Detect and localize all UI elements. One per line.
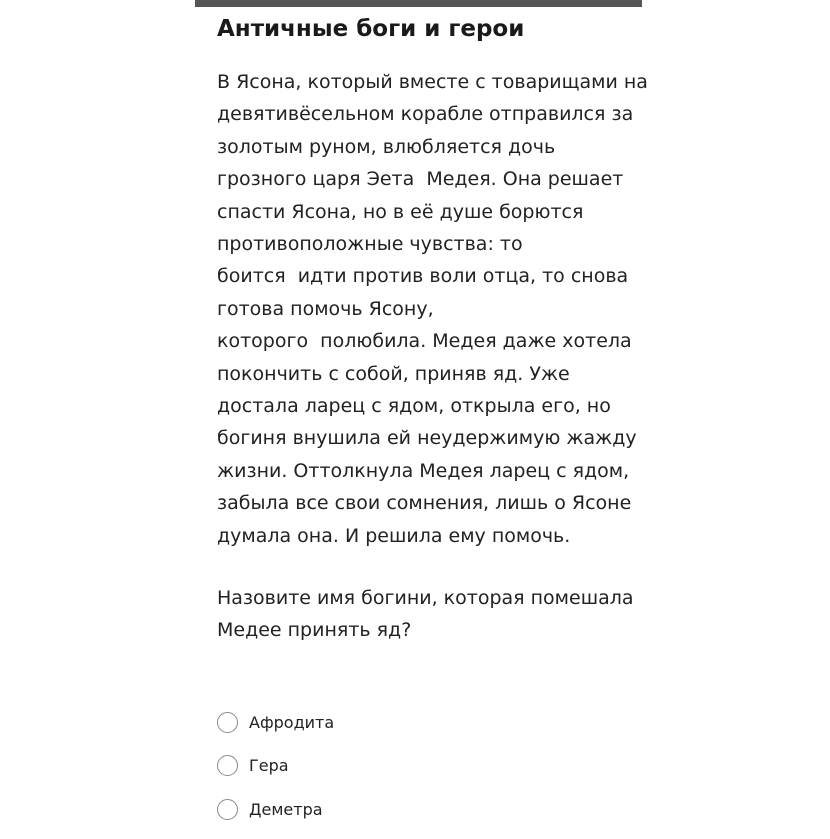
radio-button[interactable] [217, 712, 238, 733]
story-line: противоположные чувства: то [217, 233, 523, 256]
story-line: спасти Ясона, но в её душе борются [217, 200, 584, 223]
story-line: думала она. И решила ему помочь. [217, 524, 571, 547]
story-line: девятивёсельном корабле отправился за [217, 103, 634, 126]
story-line: достала ларец с ядом, открыла его, но [217, 395, 611, 418]
quiz-title: Античные боги и герои [217, 16, 525, 42]
story-line: жизни. Оттолкнула Медея ларец с ядом, [217, 459, 630, 482]
story-line: готова помочь Ясону, [217, 297, 434, 320]
story-line: покончить с собой, приняв яд. Уже [217, 362, 570, 385]
story-line: богиня внушила ей неудержимую жажду [217, 427, 637, 450]
option-demeter[interactable] [217, 795, 334, 823]
story-line: В Ясона, который вместе с товарищами на [217, 71, 648, 93]
option-label: Деметра [249, 799, 323, 819]
question-line: Назовите имя богини, которая помешала [217, 587, 634, 609]
story-line: которого полюбила. Медея даже хотела [217, 330, 632, 353]
question-text [217, 582, 634, 646]
radio-button[interactable] [217, 755, 238, 776]
question-line: Медее принять яд? [217, 619, 412, 641]
answer-options [217, 708, 334, 839]
option-hera[interactable] [217, 752, 334, 780]
story-line: золотым руном, влюбляется дочь [217, 135, 556, 158]
story-line: забыла все свои сомнения, лишь о Ясоне [217, 492, 632, 515]
story-line: боится идти против воли отца, то снова [217, 265, 629, 288]
top-divider-bar [195, 0, 642, 7]
radio-button[interactable] [217, 799, 238, 820]
option-label: Афродита [249, 712, 335, 732]
story-text [217, 66, 648, 552]
option-label: Гера [249, 756, 289, 775]
option-aphrodite[interactable] [217, 708, 334, 736]
story-line: грозного царя Эета Медея. Она решает [217, 168, 624, 191]
